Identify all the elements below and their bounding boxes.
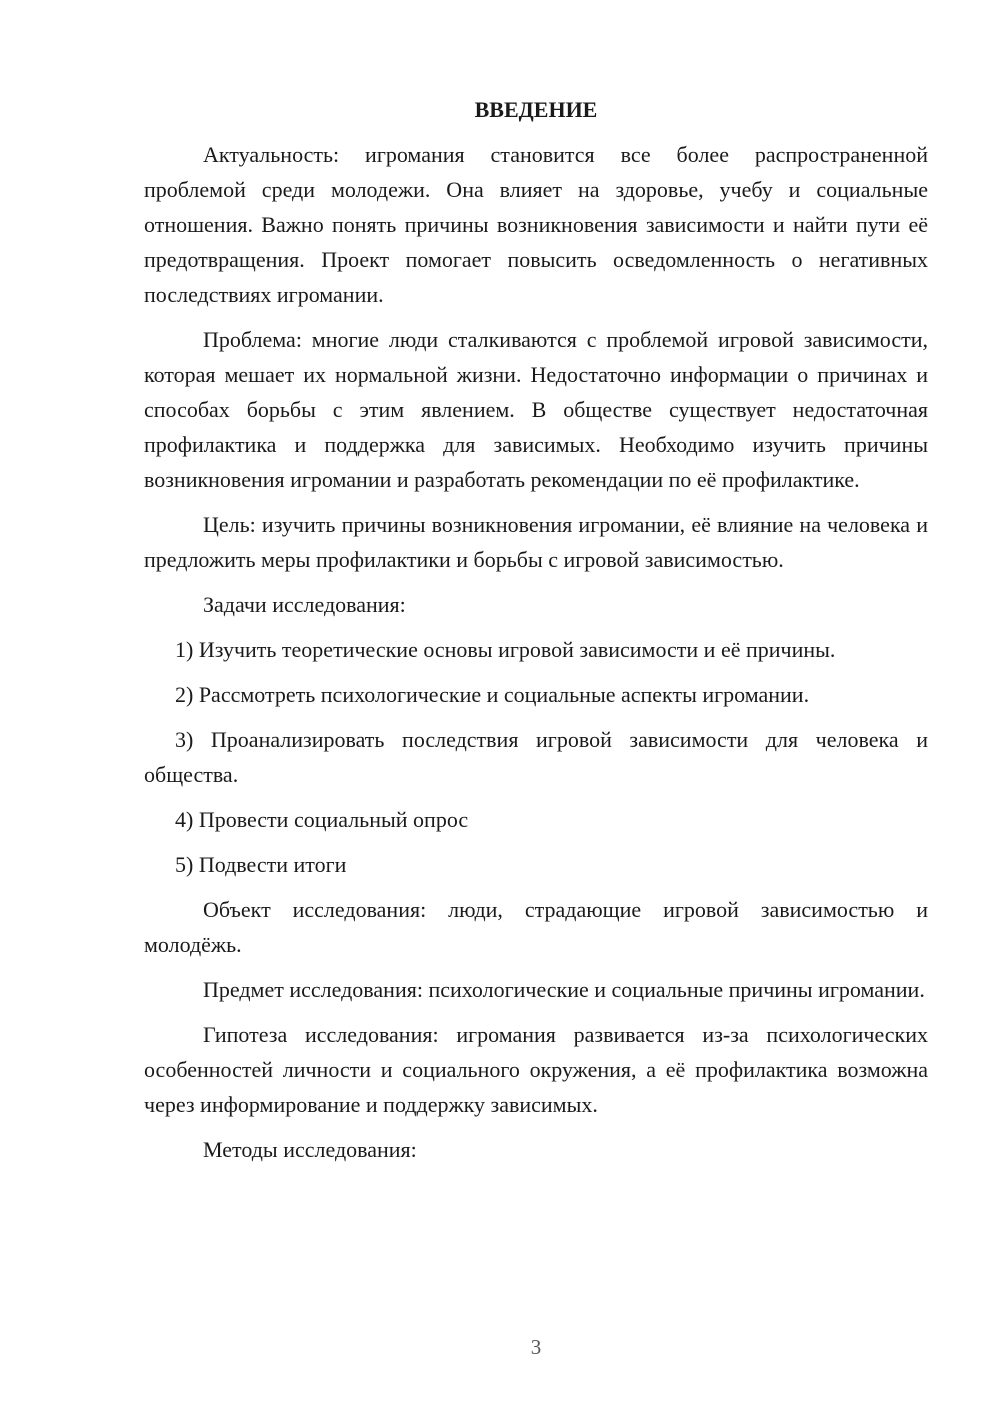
paragraph-relevance: Актуальность: игромания становится все более распространенной проблемой среди молодежи. Она влияет на здоровье, учебу и социальные отношения. Важно понять причины возникновения зависимости и найти пути её предотвращения. Проект помогает повысить осведомленность о негативных последствиях игромании. [144,142,928,307]
page-content [144,92,928,1177]
methods-heading: Методы исследования: [203,1137,417,1162]
task-item-5: 5) Подвести итоги [175,852,347,877]
task-item-4: 4) Провести социальный опрос [175,807,469,832]
section-title: ВВЕДЕНИЕ [474,97,598,122]
paragraph-goal: Цель: изучить причины возникновения игромании, её влияние на человека и предложить меры профилактики и борьбы с игровой зависимостью. [144,512,928,572]
paragraph-subject: Предмет исследования: психологические и социальные причины игромании. [203,977,925,1002]
tasks-heading: Задачи исследования: [203,592,406,617]
task-item-2: 2) Рассмотреть психологические и социальные аспекты игромании. [175,682,810,707]
paragraph-problem: Проблема: многие люди сталкиваются с проблемой игровой зависимости, которая мешает их нормальной жизни. Недостаточно информации о причинах и способах борьбы с этим явлением. В обществе существует недостаточная профилактика и поддержка для зависимых. Необходимо изучить причины возникновения игромании и разработать рекомендации по её профилактике. [144,327,928,492]
paragraph-object: Объект исследования: люди, страдающие игровой зависимостью и молодёжь. [144,897,928,957]
paragraph-hypothesis: Гипотеза исследования: игромания развивается из-за психологических особенностей личности и социального окружения, а её профилактика возможна через информирование и поддержку зависимых. [144,1022,928,1117]
task-item-1: 1) Изучить теоретические основы игровой зависимости и её причины. [175,637,836,662]
page-number: 3 [530,1335,542,1359]
task-item-3: 3) Проанализировать последствия игровой зависимости для человека и общества. [144,727,928,787]
